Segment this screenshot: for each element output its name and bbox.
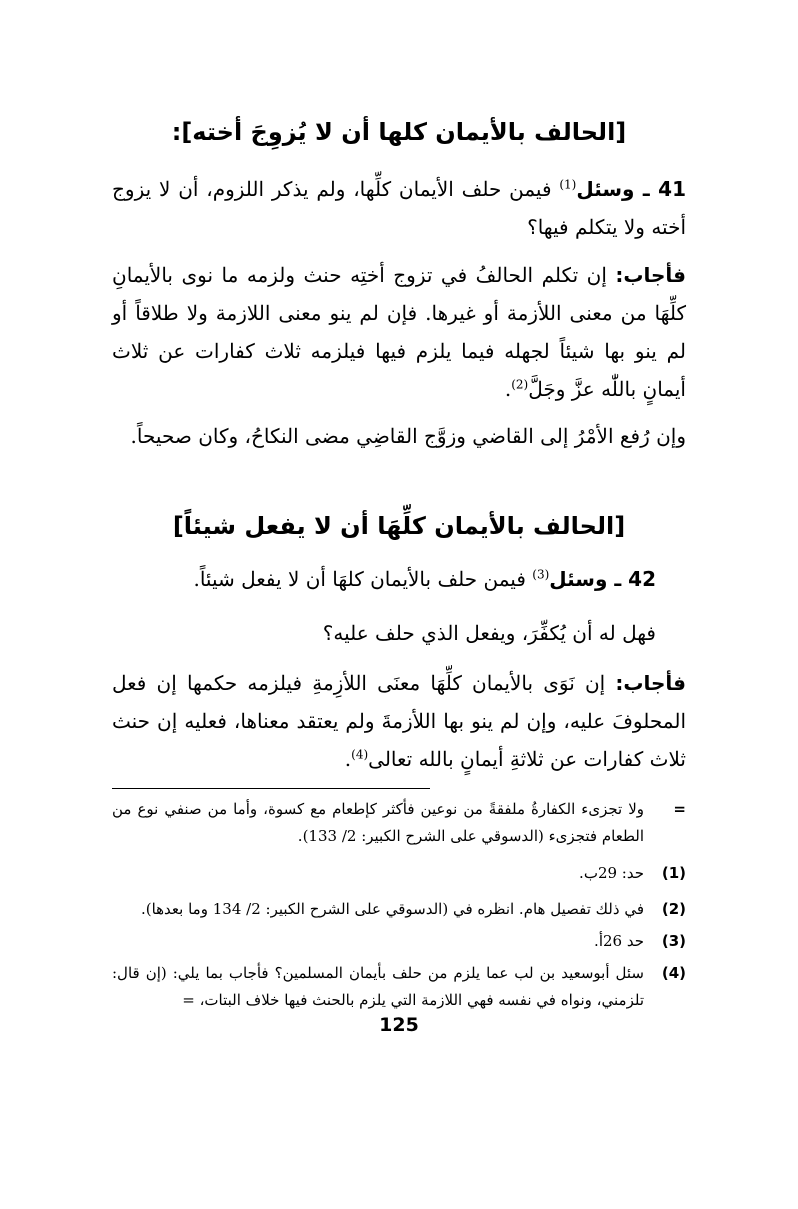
footnote-2 bbox=[112, 896, 686, 923]
answer-text: إن نَوَى بالأيمان كلِّهَا معنَى اللأزِمةِ فيلزمه حكمها إن فعل المحلوفَ عليه، وإن لم ينو بها اللأزمةَ ولم يعتقد معناها، فعليه إن حنث ثلاث كفارات عن ثلاثةِ أيمانٍ بالله تعالى bbox=[112, 671, 686, 771]
answer-end: . bbox=[344, 747, 352, 771]
footnote-mark: (1) bbox=[661, 864, 686, 882]
question-42 bbox=[112, 560, 656, 598]
section-heading-2: [الحالف بالأيمان كلِّهَا أن لا يفعل شيئاً] bbox=[172, 512, 626, 540]
footnote-text: ولا تجزىء الكفارةُ ملفقةً من نوعين فأكثر كإطعام مع كسوة، وأما من صنفي نوع من الطعام فتجزىء (الدسوقي على الشرح الكبير: 2/ 133). bbox=[112, 800, 644, 845]
footnote-text: حد 26أ. bbox=[594, 932, 644, 950]
question-41 bbox=[112, 170, 686, 246]
footnote-4 bbox=[112, 960, 686, 1014]
footnote-text: سئل أبوسعيد بن لب عما يلزم من حلف بأيمان المسلمين؟ فأجاب بما يلي: (إن قال: تلزمني، ونواه في نفسه فهي اللازمة التي يلزم بالحنث فيها خلاف البتات، = bbox=[112, 964, 644, 1009]
paragraph-marriage: وإن رُفع الأمْرُ إلى القاضي وزوَّج القاضِي مضى النكاحُ، وكان صحيحاً. bbox=[130, 424, 686, 448]
page-number: 125 bbox=[379, 1014, 419, 1036]
answer-end: . bbox=[504, 377, 512, 401]
section-heading-1: [الحالف بالأيمان كلها أن لا يُزوِجَ أخته]: bbox=[171, 118, 627, 146]
question-text: فيمن حلف بالأيمان كلهَا أن لا يفعل شيئاً. bbox=[193, 567, 533, 591]
answer-label: فأجاب: bbox=[615, 263, 686, 287]
answer-41 bbox=[112, 256, 686, 408]
footnote-ref: (2) bbox=[511, 377, 529, 392]
footnote-mark: (2) bbox=[661, 900, 686, 918]
answer-42 bbox=[112, 664, 686, 778]
footnote-text: حد: 29ب. bbox=[579, 864, 644, 882]
footnote-mark: (4) bbox=[661, 964, 686, 982]
question-label: 42 ـ وسئل bbox=[549, 567, 656, 591]
footnote-1 bbox=[112, 860, 686, 887]
footnote-ref: (1) bbox=[559, 177, 577, 192]
footnote-text: في ذلك تفصيل هام. انظره في (الدسوقي على الشرح الكبير: 2/ 134 وما بعدها). bbox=[140, 900, 644, 918]
question-42-followup: فهل له أن يُكفِّرَ، ويفعل الذي حلف عليه؟ bbox=[322, 621, 656, 645]
footnote-mark: (3) bbox=[661, 932, 686, 950]
footnote-ref: (3) bbox=[532, 567, 550, 582]
question-label: 41 ـ وسئل bbox=[576, 177, 686, 201]
footnote-ref: (4) bbox=[351, 747, 369, 762]
footnote-continued bbox=[112, 796, 686, 850]
question-text: فيمن حلف الأيمان كلِّها، ولم يذكر اللزوم، أن لا يزوج أخته ولا يتكلم فيها؟ bbox=[112, 177, 686, 239]
answer-text: إن تكلم الحالفُ في تزوج أختِه حنث ولزمه ما نوى بالأيمانِ كلِّهَا من معنى اللأزمة أو غيرها. فإن لم ينو معنى اللازمة ولا طلاقاً أو لم ينو بها شيئاً لجهله فيما يلزم فيها فيلزمه ثلاث كفارات عن ثلاث أيمانٍ باللّٰه عزَّ وجَلَّ bbox=[112, 263, 686, 401]
footnote-separator bbox=[112, 788, 430, 789]
footnote-3 bbox=[112, 928, 686, 955]
footnote-mark: = bbox=[673, 800, 686, 818]
answer-label: فأجاب: bbox=[615, 671, 686, 695]
